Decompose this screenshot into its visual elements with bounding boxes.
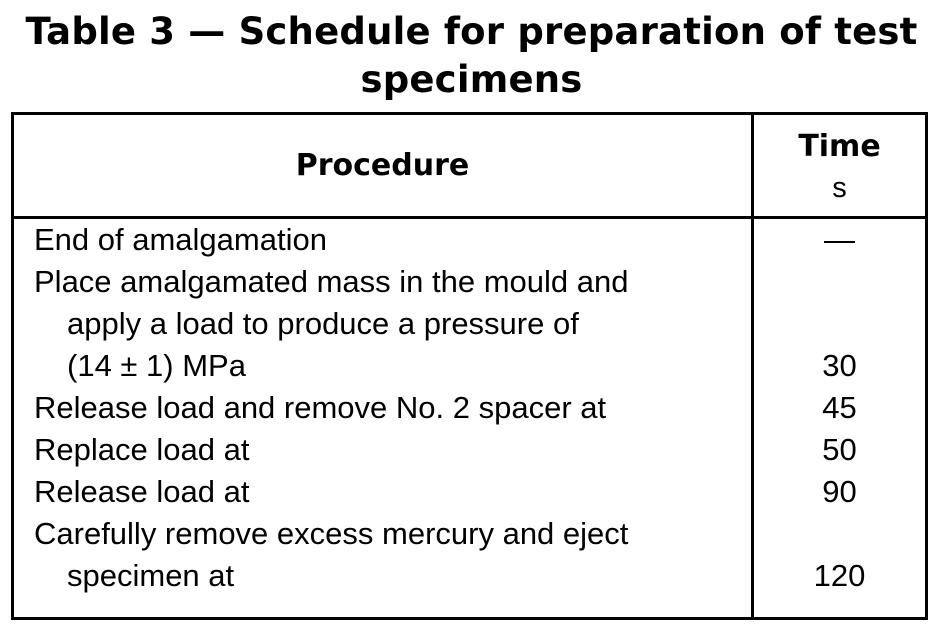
time-value: 30 xyxy=(822,348,857,383)
table-header-row xyxy=(14,115,925,219)
procedure-text: Release load at xyxy=(34,474,250,509)
header-procedure: Procedure xyxy=(295,148,470,183)
time-value: 45 xyxy=(822,390,857,425)
table-line xyxy=(14,513,925,555)
procedure-text: (14 ± 1) MPa xyxy=(67,348,246,383)
procedure-text: Carefully remove excess mercury and eject xyxy=(34,516,629,551)
table-line xyxy=(14,387,925,429)
procedure-text: specimen at xyxy=(67,558,235,593)
schedule-table xyxy=(11,112,928,620)
table-line xyxy=(14,345,925,387)
time-value: — xyxy=(824,222,855,257)
table-line xyxy=(14,261,925,303)
table-body xyxy=(14,219,925,597)
header-time-unit: s xyxy=(832,172,847,204)
caption-line-2: specimens xyxy=(360,58,583,101)
caption-line-1: Table 3 — Schedule for preparation of test xyxy=(25,10,918,53)
table-line xyxy=(14,219,925,261)
procedure-text: End of amalgamation xyxy=(34,222,327,257)
table-line xyxy=(14,471,925,513)
time-value: 50 xyxy=(822,432,857,467)
header-time-label: Time xyxy=(798,129,881,164)
procedure-text: Place amalgamated mass in the mould and xyxy=(34,264,629,299)
header-time xyxy=(754,115,925,216)
table-line xyxy=(14,555,925,597)
procedure-text: Release load and remove No. 2 spacer at xyxy=(34,390,607,425)
time-value: 120 xyxy=(813,558,866,593)
table-caption xyxy=(0,8,943,104)
table-line xyxy=(14,429,925,471)
table-line xyxy=(14,303,925,345)
procedure-text: apply a load to produce a pressure of xyxy=(67,306,579,341)
procedure-text: Replace load at xyxy=(34,432,250,467)
time-value: 90 xyxy=(822,474,857,509)
